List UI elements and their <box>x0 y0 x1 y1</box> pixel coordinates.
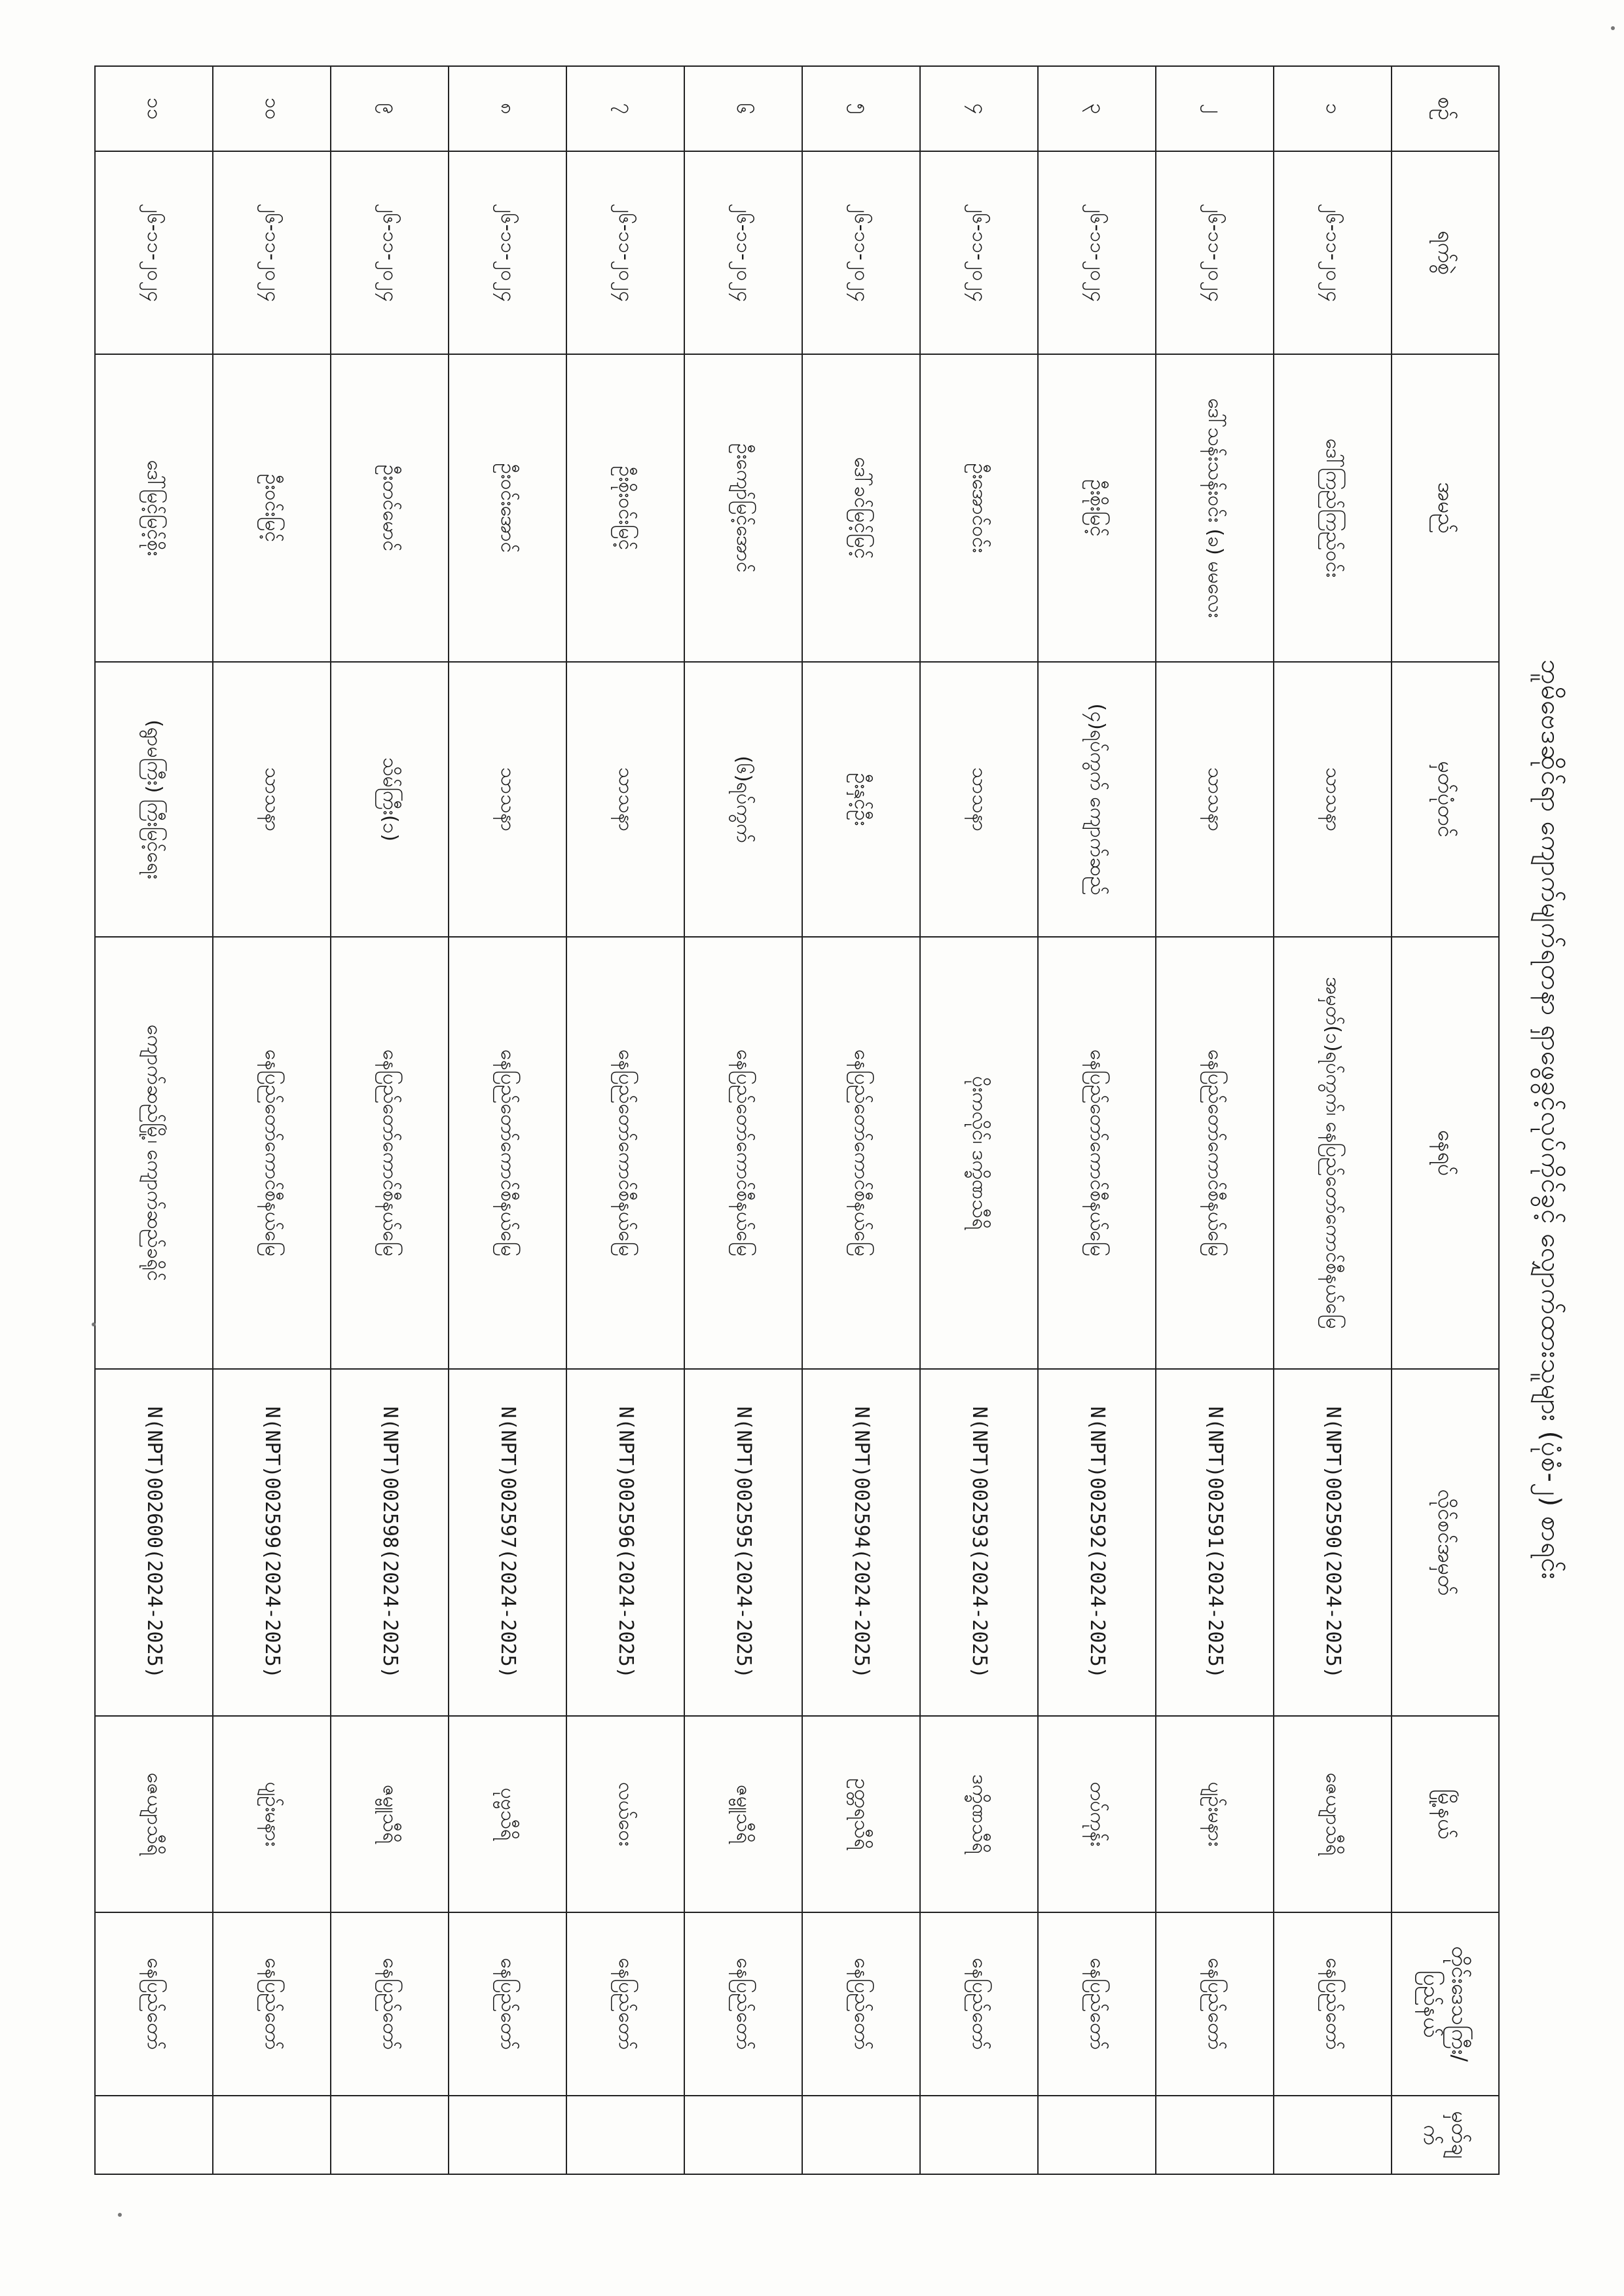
cell-no: ၇ <box>566 66 684 151</box>
cell-code: N(NPT)002593(2024-2025) <box>920 1369 1038 1716</box>
cell-code: N(NPT)002598(2024-2025) <box>331 1369 449 1716</box>
table-row <box>684 66 802 2174</box>
cell-nrc: သာသနာ <box>1156 662 1274 937</box>
cell-region: နေပြည်တော် <box>1274 1912 1392 2096</box>
cell-remark <box>213 2096 331 2174</box>
cell-date: ၂၆-၁၁-၂၀၂၄ <box>802 151 920 354</box>
table-header-row <box>1392 66 1499 2174</box>
table-row <box>1156 66 1274 2174</box>
cell-remark <box>684 2096 802 2174</box>
cell-nrc: (၆)ရပ်ကွက် <box>684 662 802 937</box>
cell-name: ဦးတင်မောင် <box>331 354 449 662</box>
cell-code: N(NPT)002595(2024-2025) <box>684 1369 802 1716</box>
header-code: လိုင်စင်အမှတ် <box>1392 1369 1499 1716</box>
cell-no: ၆ <box>684 66 802 151</box>
cell-code: N(NPT)002590(2024-2025) <box>1274 1369 1392 1716</box>
cell-remark <box>331 2096 449 2174</box>
cell-township: ဥတ္တရသီရိ <box>802 1716 920 1912</box>
cell-remark <box>566 2096 684 2174</box>
cell-region: နေပြည်တော် <box>802 1912 920 2096</box>
cell-region: နေပြည်တော် <box>331 1912 449 2096</box>
rotated-document-sheet <box>49 39 1585 2200</box>
cell-township: ဇမ္ဗူသီရိ <box>684 1716 802 1912</box>
header-no: စဉ် <box>1392 66 1499 151</box>
cell-code: N(NPT)002597(2024-2025) <box>449 1369 566 1716</box>
cell-name: ဒေါ်မြင့်မြင့်စိုး <box>95 354 213 662</box>
cell-date: ၂၆-၁၁-၂၀၂၄ <box>95 151 213 354</box>
cell-date: ၂၆-၁၁-၂၀၂၄ <box>684 151 802 354</box>
cell-date: ၂၆-၁၁-၂၀၂၄ <box>566 151 684 354</box>
cell-address: နေပြည်တော်ကောင်စီနယ်မြေ <box>684 937 802 1369</box>
cell-address: နေပြည်တော်ကောင်စီနယ်မြေ <box>566 937 684 1369</box>
cell-no: ၅ <box>802 66 920 151</box>
cell-name: ဒေါ်ကြည်ကြည်ဝင်း <box>1274 354 1392 662</box>
cell-code: N(NPT)002594(2024-2025) <box>802 1369 920 1716</box>
cell-address: နေပြည်တော်ကောင်စီနယ်မြေ <box>331 937 449 1369</box>
cell-remark <box>95 2096 213 2174</box>
cell-nrc: သာသနာ <box>920 662 1038 937</box>
cell-region: နေပြည်တော် <box>449 1912 566 2096</box>
cell-name: ဦးဝင်းအောင် <box>449 354 566 662</box>
cell-region: နေပြည်တော် <box>1156 1912 1274 2096</box>
cell-region: နေပြည်တော် <box>920 1912 1038 2096</box>
cell-remark <box>920 2096 1038 2174</box>
cell-address: နေပြည်တော်ကောင်စီနယ်မြေ <box>802 937 920 1369</box>
header-nrc: မှတ်ပုံတင် <box>1392 662 1499 937</box>
cell-name: ဦးအောင်ဝင်း <box>920 354 1038 662</box>
cell-date: ၂၆-၁၁-၂၀၂၄ <box>1156 151 1274 354</box>
cell-remark <box>449 2096 566 2174</box>
scan-speck <box>1611 26 1615 30</box>
scan-speck <box>118 2213 122 2217</box>
cell-nrc: (ရွာမကြီး) ကြီးမြင့်ရေး <box>95 662 213 937</box>
cell-date: ၂၆-၁၁-၂၀၂၄ <box>331 151 449 354</box>
cell-date: ၂၆-၁၁-၂၀၂၄ <box>920 151 1038 354</box>
cell-date: ၂၆-၁၁-၂၀၂၄ <box>213 151 331 354</box>
cell-nrc: သာသနာ <box>1274 662 1392 937</box>
cell-no: ၃ <box>1038 66 1156 151</box>
table-row <box>920 66 1038 2174</box>
cell-remark <box>802 2096 920 2174</box>
table-row <box>449 66 566 2174</box>
cell-name: ဦးစိုးမြင့် <box>1038 354 1156 662</box>
cell-township: ပုဗ္ဗသီရိ <box>449 1716 566 1912</box>
table-row <box>1274 66 1392 2174</box>
cell-nrc: သာသနာ <box>449 662 566 937</box>
cell-township: လယ်ဝေး <box>566 1716 684 1912</box>
document-title: ဘူမိဗေဒဆိုင်ရာ ကျောက်မျက်ရတနာ ရှာဖွေခွင့်လုပ်ကိုင်ခွင့် လျှောက်ထားသူများ (ပုံစံ-၂) စာရင်း <box>1536 659 1566 1580</box>
cell-no: ၁၀ <box>213 66 331 151</box>
cell-address: နေပြည်တော်ကောင်စီနယ်မြေ <box>1156 937 1274 1369</box>
cell-no: ၁၁ <box>95 66 213 151</box>
cell-township: တပ်ကုန်း <box>1038 1716 1156 1912</box>
table-row <box>1038 66 1156 2174</box>
cell-remark <box>1038 2096 1156 2174</box>
cell-remark <box>1274 2096 1392 2174</box>
header-address: နေရပ် <box>1392 937 1499 1369</box>
cell-region: နေပြည်တော် <box>95 1912 213 2096</box>
header-region: တိုင်းဒေသကြီး/ ပြည်နယ် <box>1392 1912 1499 2096</box>
cell-no: ၂ <box>1156 66 1274 151</box>
cell-township: ဇေယျာသီရိ <box>1274 1716 1392 1912</box>
cell-region: နေပြည်တော် <box>1038 1912 1156 2096</box>
cell-no: ၄ <box>920 66 1038 151</box>
table-row <box>95 66 213 2174</box>
header-township: မြို့နယ် <box>1392 1716 1499 1912</box>
cell-name: ဦးကျော်မြင့်အောင် <box>684 354 802 662</box>
cell-address: နေပြည်တော်ကောင်စီနယ်မြေ <box>213 937 331 1369</box>
cell-region: နေပြည်တော် <box>684 1912 802 2096</box>
cell-region: နေပြည်တော် <box>213 1912 331 2096</box>
cell-address: ကျောက်ဆည်မြို့၊ ကျောက်ဆည်ခရိုင် <box>95 937 213 1369</box>
cell-no: ၈ <box>449 66 566 151</box>
cell-date: ၂၆-၁၁-၂၀၂၄ <box>1038 151 1156 354</box>
scan-speck <box>92 1322 96 1326</box>
cell-region: နေပြည်တော် <box>566 1912 684 2096</box>
table-row <box>566 66 684 2174</box>
cell-code: N(NPT)002599(2024-2025) <box>213 1369 331 1716</box>
header-date: ရက်စွဲ <box>1392 151 1499 354</box>
cell-no: ၁ <box>1274 66 1392 151</box>
cell-name: ဒေါ်ခင်မြင့်မြင့် <box>802 354 920 662</box>
cell-remark <box>1156 2096 1274 2174</box>
cell-nrc: သိမ်ကြီး(၁) <box>331 662 449 937</box>
cell-date: ၂၆-၁၁-၂၀၂၄ <box>1274 151 1392 354</box>
cell-address: နေပြည်တော်ကောင်စီနယ်မြေ <box>449 937 566 1369</box>
table-row <box>213 66 331 2174</box>
cell-township: ဇေယျာသီရိ <box>95 1716 213 1912</box>
cell-township: ဇမ္ဗူသီရိ <box>331 1716 449 1912</box>
cell-nrc: သာသနာ <box>566 662 684 937</box>
cell-name: ဦးဝင်းမြင့် <box>213 354 331 662</box>
table-row <box>331 66 449 2174</box>
header-name: အမည် <box>1392 354 1499 662</box>
cell-nrc: ဦးနှင့်ဦး <box>802 662 920 937</box>
cell-code: N(NPT)002591(2024-2025) <box>1156 1369 1274 1716</box>
cell-name: ဒေါ်သန်းသန်းဝင်း (ခ) မမလေး <box>1156 354 1274 662</box>
cell-code: N(NPT)002600(2024-2025) <box>95 1369 213 1716</box>
cell-township: ဒက္ခိဏသီရိ <box>920 1716 1038 1912</box>
cell-nrc: (၄)ရပ်ကွက် ကျောက်ဆည် <box>1038 662 1156 937</box>
cell-code: N(NPT)002596(2024-2025) <box>566 1369 684 1716</box>
cell-address: ပိုးကလိုင်၊ ဒက္ခိဏသီရိ <box>920 937 1038 1369</box>
cell-name: ဦးစိုးဝင်းမြင့် <box>566 354 684 662</box>
cell-township: ပျဉ်းမနား <box>213 1716 331 1912</box>
cell-no: ၉ <box>331 66 449 151</box>
header-remark: မှတ်ချက် <box>1392 2096 1499 2174</box>
cell-address: နေပြည်တော်ကောင်စီနယ်မြေ <box>1038 937 1156 1369</box>
cell-code: N(NPT)002592(2024-2025) <box>1038 1369 1156 1716</box>
registry-table <box>94 65 1500 2175</box>
cell-nrc: သာသနာ <box>213 662 331 937</box>
registry-body <box>95 66 1392 2174</box>
cell-date: ၂၆-၁၁-၂၀၂၄ <box>449 151 566 354</box>
cell-township: ပျဉ်းမနား <box>1156 1716 1274 1912</box>
table-row <box>802 66 920 2174</box>
cell-address: အမှတ်(၁)ရပ်ကွက်၊ နေပြည်တော်ကောင်စီနယ်မြေ <box>1274 937 1392 1369</box>
